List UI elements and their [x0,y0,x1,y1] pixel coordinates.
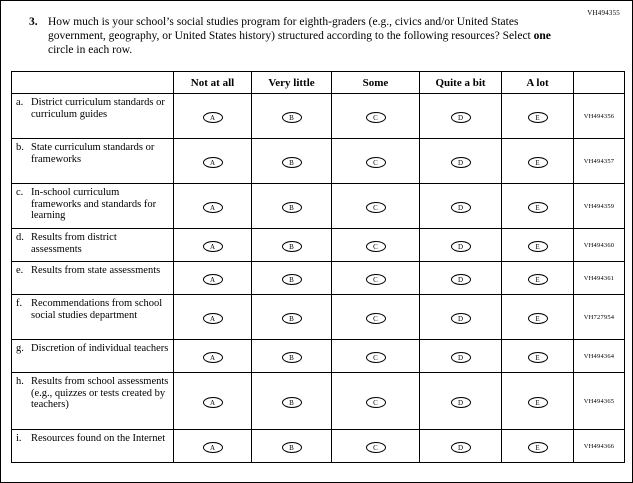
answer-oval-a-lot[interactable]: E [528,157,548,168]
answer-oval-some[interactable]: C [366,241,386,252]
answer-oval-some[interactable]: C [366,352,386,363]
answer-oval-some[interactable]: C [366,112,386,123]
row-label [12,430,174,463]
question-text-after: circle in each row. [48,44,133,56]
option-cell-not-at-all [174,340,252,373]
answer-oval-very-little[interactable]: B [282,442,302,453]
question-bold-word: one [533,30,551,42]
row-item-code: VH494365 [574,373,625,430]
row-letter: a. [16,97,24,108]
option-cell-a-lot [502,94,574,139]
row-label [12,139,174,184]
column-header-quite-a-bit: Quite a bit [420,72,502,94]
option-cell-some [332,94,420,139]
row-label [12,373,174,430]
answer-oval-quite-a-bit[interactable]: D [451,274,471,285]
option-cell-very-little [252,94,332,139]
option-cell-quite-a-bit [420,430,502,463]
answer-oval-a-lot[interactable]: E [528,352,548,363]
option-cell-not-at-all [174,430,252,463]
row-item-code: VH494359 [574,184,625,229]
row-label [12,229,174,262]
table-row-h [12,373,625,430]
answer-oval-not-at-all[interactable]: A [203,274,223,285]
option-cell-some [332,430,420,463]
table-row-i [12,430,625,463]
row-label-text: State curriculum standards or frameworks [31,142,155,165]
option-cell-very-little [252,229,332,262]
option-cell-a-lot [502,139,574,184]
row-item-code: VH727954 [574,295,625,340]
answer-oval-some[interactable]: C [366,274,386,285]
answer-oval-a-lot[interactable]: E [528,274,548,285]
option-cell-some [332,139,420,184]
row-label [12,94,174,139]
row-item-code: VH494357 [574,139,625,184]
answer-oval-a-lot[interactable]: E [528,112,548,123]
answer-oval-quite-a-bit[interactable]: D [451,442,471,453]
option-cell-quite-a-bit [420,340,502,373]
row-item-code: VH494361 [574,262,625,295]
answer-oval-not-at-all[interactable]: A [203,202,223,213]
answer-oval-not-at-all[interactable]: A [203,241,223,252]
question-block [1,1,632,57]
option-cell-quite-a-bit [420,184,502,229]
option-cell-quite-a-bit [420,373,502,430]
answer-oval-some[interactable]: C [366,157,386,168]
row-label-text: Resources found on the Internet [31,433,166,444]
answer-oval-not-at-all[interactable]: A [203,112,223,123]
row-label-text: In-school curriculum frameworks and standards for learning [31,187,157,221]
row-label [12,184,174,229]
row-label [12,340,174,373]
answer-oval-not-at-all[interactable]: A [203,313,223,324]
row-letter: e. [16,265,24,276]
row-letter: i. [16,433,22,444]
header-empty-code [574,72,625,94]
row-label-text: Results from state assessments [31,265,161,276]
row-item-code: VH494366 [574,430,625,463]
option-cell-some [332,262,420,295]
answer-oval-very-little[interactable]: B [282,274,302,285]
option-cell-a-lot [502,229,574,262]
option-cell-not-at-all [174,262,252,295]
row-letter: c. [16,187,24,198]
option-cell-very-little [252,184,332,229]
row-label-text: District curriculum standards or curriculum guides [31,97,165,120]
option-cell-a-lot [502,373,574,430]
option-cell-not-at-all [174,295,252,340]
answer-oval-a-lot[interactable]: E [528,442,548,453]
option-cell-very-little [252,262,332,295]
answer-oval-quite-a-bit[interactable]: D [451,112,471,123]
row-label-text: Results from district assessments [31,232,117,255]
question-text [48,15,572,57]
answer-oval-very-little[interactable]: B [282,397,302,408]
answer-oval-some[interactable]: C [366,397,386,408]
option-cell-some [332,184,420,229]
form-code: VH494355 [587,9,620,17]
row-label-text: Results from school assessments (e.g., quizzes or tests created by teachers) [31,376,169,410]
option-cell-quite-a-bit [420,94,502,139]
answer-oval-some[interactable]: C [366,202,386,213]
table-row-a [12,94,625,139]
row-label-text: Recommendations from school social studies department [31,298,163,321]
option-cell-a-lot [502,430,574,463]
option-cell-some [332,340,420,373]
option-cell-very-little [252,295,332,340]
table-row-g [12,340,625,373]
option-cell-quite-a-bit [420,229,502,262]
option-cell-a-lot [502,184,574,229]
table-row-e [12,262,625,295]
option-cell-quite-a-bit [420,139,502,184]
option-cell-not-at-all [174,94,252,139]
table-row-f [12,295,625,340]
answer-oval-a-lot[interactable]: E [528,397,548,408]
column-header-not-at-all: Not at all [174,72,252,94]
answer-oval-some[interactable]: C [366,442,386,453]
option-cell-not-at-all [174,139,252,184]
row-item-code: VH494360 [574,229,625,262]
column-header-some: Some [332,72,420,94]
option-cell-some [332,229,420,262]
answer-oval-very-little[interactable]: B [282,202,302,213]
answer-oval-very-little[interactable]: B [282,241,302,252]
answer-oval-very-little[interactable]: B [282,157,302,168]
answer-oval-very-little[interactable]: B [282,112,302,123]
option-cell-very-little [252,340,332,373]
table-row-d [12,229,625,262]
option-cell-a-lot [502,262,574,295]
answer-oval-a-lot[interactable]: E [528,202,548,213]
option-cell-not-at-all [174,373,252,430]
option-cell-some [332,295,420,340]
option-cell-quite-a-bit [420,262,502,295]
answer-oval-quite-a-bit[interactable]: D [451,157,471,168]
option-cell-quite-a-bit [420,295,502,340]
question-text-before: How much is your school’s social studies program for eighth-graders (e.g., civics and/or United States government, geography, or United States history) structured according to the following resources? Select [48,16,534,42]
column-header-a-lot: A lot [502,72,574,94]
row-item-code: VH494356 [574,94,625,139]
row-label [12,262,174,295]
option-cell-not-at-all [174,229,252,262]
option-cell-very-little [252,430,332,463]
answer-oval-a-lot[interactable]: E [528,313,548,324]
option-cell-very-little [252,373,332,430]
option-cell-not-at-all [174,184,252,229]
answer-oval-quite-a-bit[interactable]: D [451,313,471,324]
column-header-very-little: Very little [252,72,332,94]
row-letter: b. [16,142,24,153]
row-item-code: VH494364 [574,340,625,373]
answer-oval-very-little[interactable]: B [282,352,302,363]
answer-oval-not-at-all[interactable]: A [203,157,223,168]
row-letter: d. [16,232,24,243]
answer-oval-not-at-all[interactable]: A [203,397,223,408]
answer-oval-not-at-all[interactable]: A [203,352,223,363]
option-cell-some [332,373,420,430]
answer-oval-quite-a-bit[interactable]: D [451,202,471,213]
answer-oval-quite-a-bit[interactable]: D [451,241,471,252]
answer-oval-quite-a-bit[interactable]: D [451,397,471,408]
answer-oval-some[interactable]: C [366,313,386,324]
row-letter: g. [16,343,24,354]
answer-oval-not-at-all[interactable]: A [203,442,223,453]
answer-oval-a-lot[interactable]: E [528,241,548,252]
row-label [12,295,174,340]
table-row-b [12,139,625,184]
header-row [12,72,625,94]
resource-matrix-table [11,71,625,463]
answer-oval-quite-a-bit[interactable]: D [451,352,471,363]
option-cell-a-lot [502,295,574,340]
answer-oval-very-little[interactable]: B [282,313,302,324]
header-empty-label [12,72,174,94]
question-number: 3. [29,16,38,28]
option-cell-a-lot [502,340,574,373]
option-cell-very-little [252,139,332,184]
row-label-text: Discretion of individual teachers [31,343,169,354]
table-row-c [12,184,625,229]
row-letter: f. [16,298,23,309]
row-letter: h. [16,376,24,387]
